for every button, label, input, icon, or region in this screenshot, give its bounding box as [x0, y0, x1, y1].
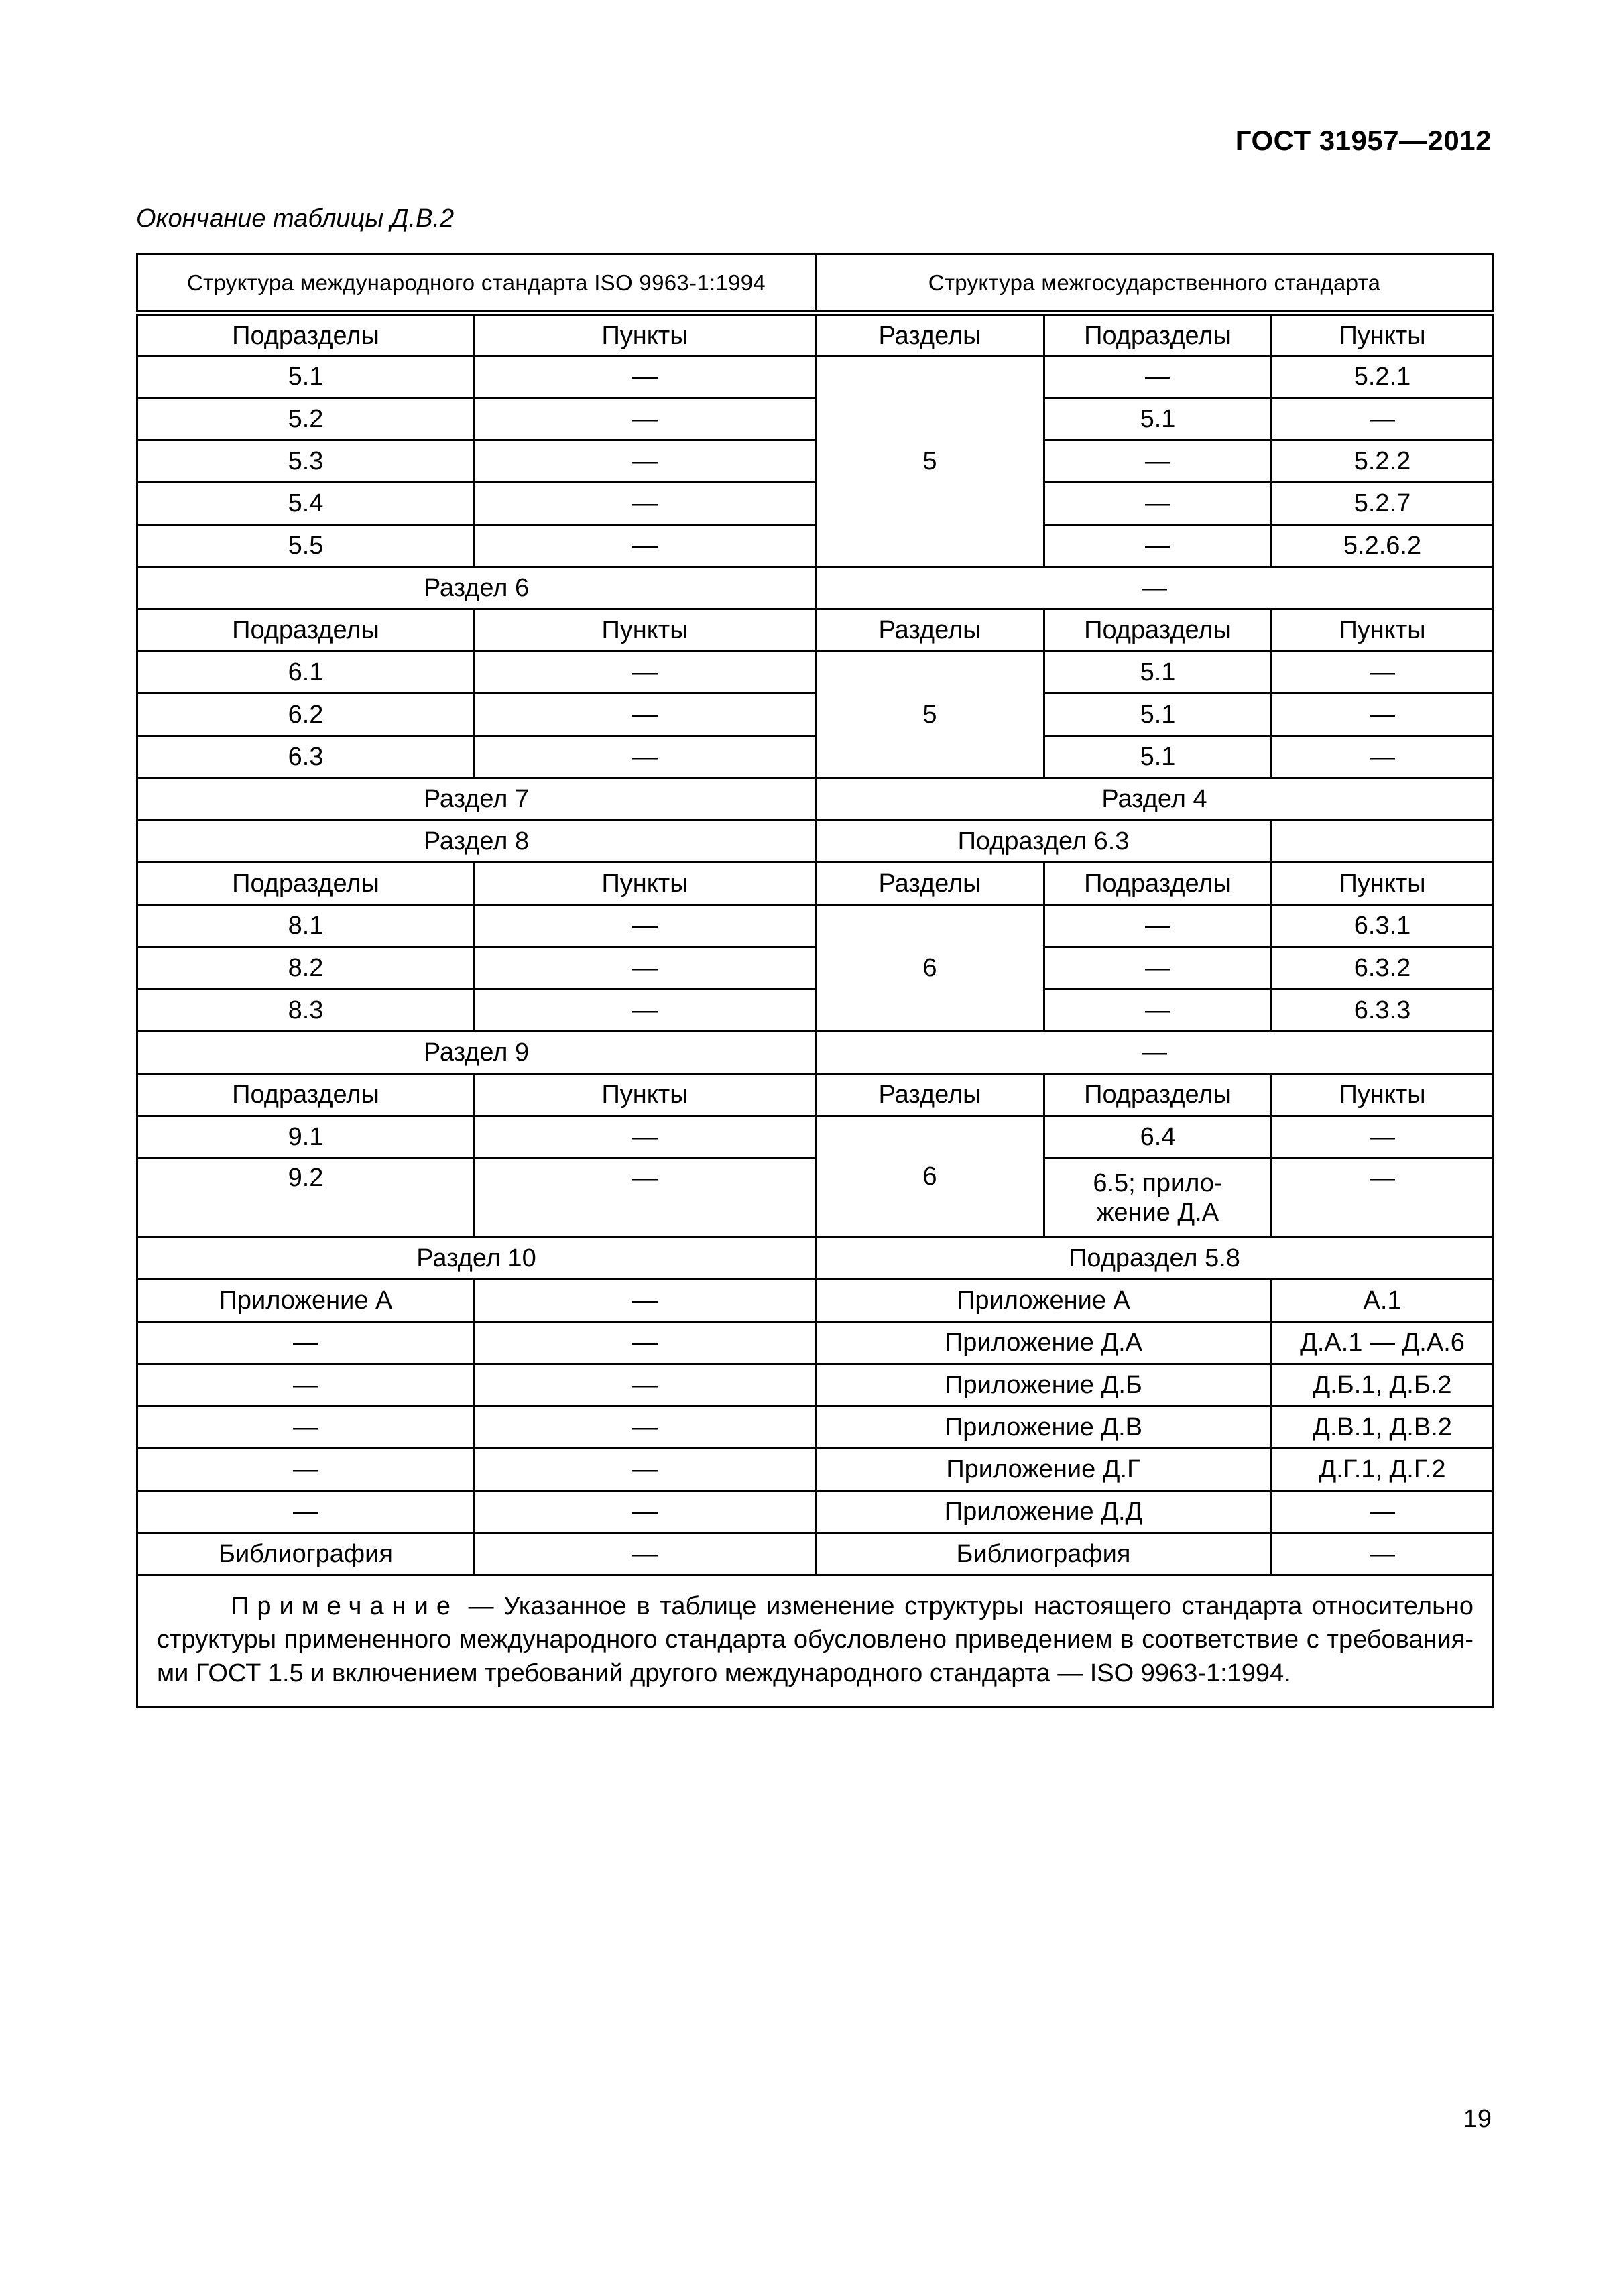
section-row [137, 567, 1494, 609]
cell: — [1272, 398, 1494, 440]
cell: Приложение Д.Б [816, 1364, 1272, 1406]
structure-comparison-table [136, 253, 1494, 1708]
page-number: 19 [1463, 2105, 1492, 2133]
cell: 5.5 [137, 525, 475, 567]
cell: — [475, 1449, 816, 1491]
table-row [137, 1158, 1494, 1237]
label-items: Пункты [1272, 314, 1494, 356]
cell: — [475, 356, 816, 398]
appendix-row [137, 1322, 1494, 1364]
label-subsections: Подразделы [1044, 609, 1272, 652]
section-row [137, 821, 1494, 863]
cell: Приложение Д.А [816, 1322, 1272, 1364]
cell: Приложение Д.В [816, 1406, 1272, 1449]
cell: — [475, 1533, 816, 1575]
cell: А.1 [1272, 1280, 1494, 1322]
cell: — [137, 1322, 475, 1364]
cell: — [1272, 736, 1494, 778]
cell: 8.3 [137, 989, 475, 1032]
cell: — [475, 947, 816, 989]
cell: — [475, 1491, 816, 1533]
cell: 5.4 [137, 483, 475, 525]
note-text: — Указанное в таблице изменение структуры настоящего стандарта относительно структуры примененного международного стандарта обусловлено приведением в соответствие с требования-ми ГОСТ 1.5 и включением требований другого международного стандарта — ISO 9963-1:1994. [157, 1592, 1474, 1687]
section-cell: 5 [816, 356, 1044, 567]
cell: — [475, 1158, 816, 1237]
subheader-row [137, 609, 1494, 652]
table-row [137, 694, 1494, 736]
table-header-row [137, 255, 1494, 314]
cell: 6.2 [137, 694, 475, 736]
section-left: Раздел 9 [137, 1032, 816, 1074]
cell: Библиография [137, 1533, 475, 1575]
cell: — [475, 525, 816, 567]
cell: — [1272, 652, 1494, 694]
cell: 5.1 [137, 356, 475, 398]
cell: — [475, 736, 816, 778]
cell: — [1044, 947, 1272, 989]
cell: — [1272, 1533, 1494, 1575]
cell: — [475, 483, 816, 525]
cell: — [475, 440, 816, 483]
label-items: Пункты [1272, 1074, 1494, 1116]
label-subsections: Подразделы [1044, 1074, 1272, 1116]
label-items: Пункты [475, 609, 816, 652]
cell: Д.Б.1, Д.Б.2 [1272, 1364, 1494, 1406]
cell: Приложение А [137, 1280, 475, 1322]
appendix-row [137, 1364, 1494, 1406]
label-items: Пункты [475, 863, 816, 905]
cell: — [1272, 1116, 1494, 1158]
label-sections: Разделы [816, 1074, 1044, 1116]
section-right: Подраздел 6.3 [816, 821, 1272, 863]
cell: Приложение Д.Д [816, 1491, 1272, 1533]
label-subsections: Подразделы [1044, 314, 1272, 356]
label-subsections: Подразделы [1044, 863, 1272, 905]
label-sections: Разделы [816, 609, 1044, 652]
cell: 6.4 [1044, 1116, 1272, 1158]
label-subsections: Подразделы [137, 609, 475, 652]
section-cell: 6 [816, 1116, 1044, 1237]
cell: — [475, 652, 816, 694]
appendix-row [137, 1280, 1494, 1322]
cell [1044, 1158, 1272, 1237]
table-row [137, 652, 1494, 694]
table-row [137, 398, 1494, 440]
label-sections: Разделы [816, 863, 1044, 905]
cell: — [475, 1322, 816, 1364]
note-cell [137, 1575, 1494, 1707]
cell: 9.1 [137, 1116, 475, 1158]
cell: — [1272, 1158, 1494, 1237]
label-subsections: Подразделы [137, 314, 475, 356]
cell: 8.2 [137, 947, 475, 989]
section-right: — [816, 567, 1494, 609]
appendix-row [137, 1491, 1494, 1533]
cell: Библиография [816, 1533, 1272, 1575]
cell: — [1044, 989, 1272, 1032]
cell: 6.1 [137, 652, 475, 694]
cell: 8.1 [137, 905, 475, 947]
section-left: Раздел 7 [137, 778, 816, 821]
cell: 5.3 [137, 440, 475, 483]
cell: 5.1 [1044, 736, 1272, 778]
cell: Приложение Д.Г [816, 1449, 1272, 1491]
cell: 6.3 [137, 736, 475, 778]
cell-line: жение Д.А [1096, 1198, 1219, 1227]
cell: — [475, 398, 816, 440]
cell: — [475, 1116, 816, 1158]
cell: — [475, 1364, 816, 1406]
section-cell: 5 [816, 652, 1044, 778]
cell: — [1272, 694, 1494, 736]
cell: — [475, 905, 816, 947]
cell: — [1044, 440, 1272, 483]
table-row [137, 356, 1494, 398]
cell: — [1272, 1491, 1494, 1533]
cell: — [1044, 525, 1272, 567]
cell: — [475, 1280, 816, 1322]
subheader-row [137, 863, 1494, 905]
cell: — [137, 1364, 475, 1406]
cell: — [137, 1406, 475, 1449]
cell: — [1044, 356, 1272, 398]
section-row [137, 1032, 1494, 1074]
label-sections: Разделы [816, 314, 1044, 356]
table-caption: Окончание таблицы Д.В.2 [136, 204, 455, 233]
subheader-row [137, 314, 1494, 356]
label-items: Пункты [475, 1074, 816, 1116]
label-subsections: Подразделы [137, 863, 475, 905]
cell: 6.3.2 [1272, 947, 1494, 989]
cell: — [1044, 905, 1272, 947]
table-row [137, 989, 1494, 1032]
section-right: Раздел 4 [816, 778, 1494, 821]
subheader-row [137, 1074, 1494, 1116]
appendix-row [137, 1406, 1494, 1449]
cell: — [1044, 483, 1272, 525]
section-right: — [816, 1032, 1494, 1074]
cell: — [137, 1491, 475, 1533]
cell: — [137, 1449, 475, 1491]
label-items: Пункты [1272, 863, 1494, 905]
label-items: Пункты [1272, 609, 1494, 652]
document-code: ГОСТ 31957—2012 [1235, 125, 1492, 156]
label-items: Пункты [475, 314, 816, 356]
cell: 5.1 [1044, 398, 1272, 440]
cell: 6.3.1 [1272, 905, 1494, 947]
section-left: Раздел 10 [137, 1237, 816, 1280]
empty-cell [1272, 821, 1494, 863]
cell: 5.2.2 [1272, 440, 1494, 483]
cell: Приложение А [816, 1280, 1272, 1322]
section-row [137, 778, 1494, 821]
cell: 5.2.1 [1272, 356, 1494, 398]
cell: Д.В.1, Д.В.2 [1272, 1406, 1494, 1449]
section-left: Раздел 8 [137, 821, 816, 863]
cell: — [475, 1406, 816, 1449]
table-row [137, 525, 1494, 567]
section-row [137, 1237, 1494, 1280]
cell: 5.1 [1044, 652, 1272, 694]
label-subsections: Подразделы [137, 1074, 475, 1116]
table-row [137, 947, 1494, 989]
table-row [137, 905, 1494, 947]
appendix-row [137, 1533, 1494, 1575]
cell: Д.Г.1, Д.Г.2 [1272, 1449, 1494, 1491]
note-label: Примечание [231, 1592, 459, 1620]
cell: 5.2 [137, 398, 475, 440]
cell: 5.2.7 [1272, 483, 1494, 525]
appendix-row [137, 1449, 1494, 1491]
table-row [137, 483, 1494, 525]
cell: 9.2 [137, 1158, 475, 1237]
cell: 6.3.3 [1272, 989, 1494, 1032]
section-left: Раздел 6 [137, 567, 816, 609]
table-row [137, 440, 1494, 483]
cell: — [475, 694, 816, 736]
table-row [137, 736, 1494, 778]
cell: 5.1 [1044, 694, 1272, 736]
cell: — [475, 989, 816, 1032]
cell-line: 6.5; прило- [1093, 1168, 1223, 1197]
note-row [137, 1575, 1494, 1707]
header-interstate-structure: Структура межгосударственного стандарта [816, 255, 1494, 314]
cell: Д.А.1 — Д.А.6 [1272, 1322, 1494, 1364]
section-right: Подраздел 5.8 [816, 1237, 1494, 1280]
section-cell: 6 [816, 905, 1044, 1032]
table-row [137, 1116, 1494, 1158]
header-international-structure: Структура международного стандарта ISO 9963-1:1994 [137, 255, 816, 314]
cell: 5.2.6.2 [1272, 525, 1494, 567]
